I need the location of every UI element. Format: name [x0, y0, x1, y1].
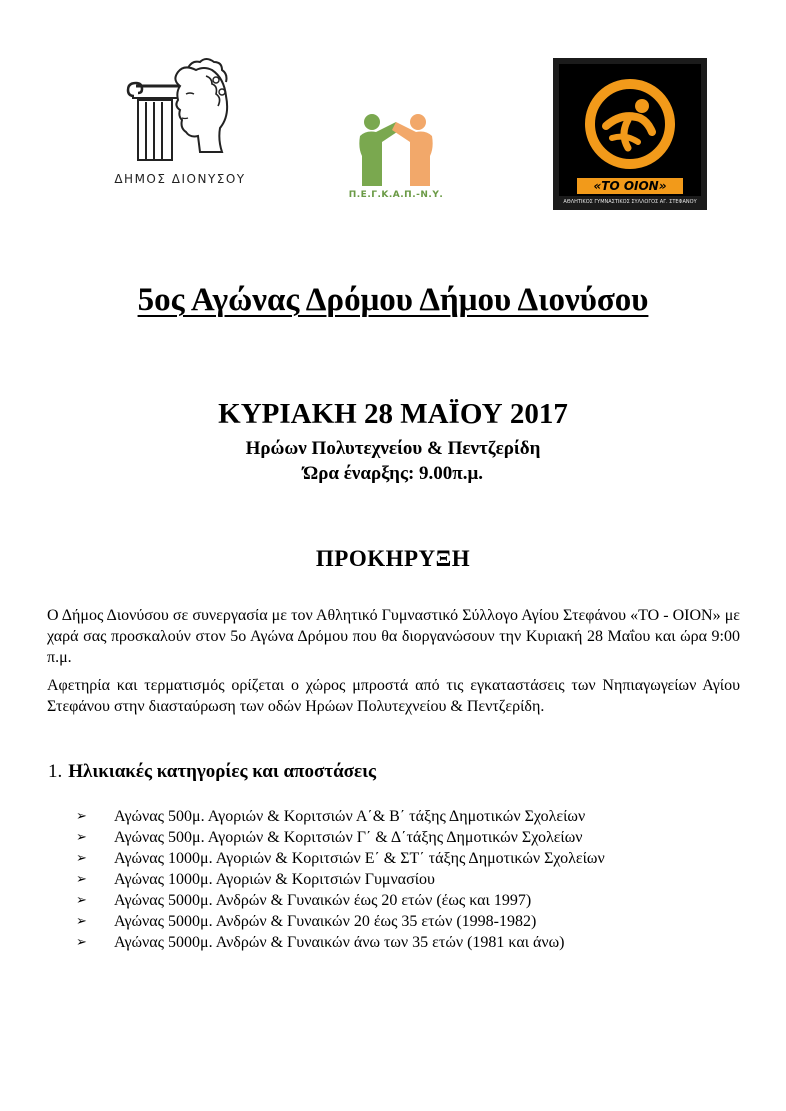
- list-item-text: Αγώνας 5000μ. Ανδρών & Γυναικών άνω των 35 ετών (1981 και άνω): [114, 934, 565, 951]
- list-item: [76, 848, 756, 869]
- section-title: Ηλικιακές κατηγορίες και αποστάσεις: [68, 761, 377, 782]
- arrow-bullet-icon: ➢: [76, 809, 87, 824]
- event-date: ΚΥΡΙΑΚΗ 28 ΜΑΪΟΥ 2017: [218, 398, 568, 430]
- section-age-categories-heading: [48, 761, 376, 783]
- arrow-bullet-icon: ➢: [76, 935, 87, 950]
- arrow-bullet-icon: ➢: [76, 830, 87, 845]
- logo-pegkap-caption: Π.Ε.Γ.Κ.Α.Π.-Ν.Υ.: [348, 190, 444, 200]
- list-item-text: Αγώνας 1000μ. Αγοριών & Κοριτσιών Ε΄ & ΣΤ΄ τάξης Δημοτικών Σχολείων: [114, 850, 605, 867]
- arrow-bullet-icon: ➢: [76, 851, 87, 866]
- logo-oion-subtitle: ΑΘΛΗΤΙΚΟΣ ΓΥΜΝΑΣΤΙΚΟΣ ΣΥΛΛΟΓΟΣ ΑΓ. ΣΤΕΦΑΝΟΥ: [563, 199, 697, 205]
- event-location: Ηρώων Πολυτεχνείου & Πεντζερίδη: [245, 438, 541, 459]
- list-item: [76, 869, 756, 890]
- category-list: [76, 806, 756, 953]
- list-item: [76, 827, 756, 848]
- list-item-text: Αγώνας 500μ. Αγοριών & Κοριτσιών Γ΄ & Δ΄τάξης Δημοτικών Σχολείων: [114, 829, 583, 846]
- list-item-text: Αγώνας 1000μ. Αγοριών & Κοριτσιών Γυμνασίου: [114, 871, 435, 888]
- logo-to-oion: [553, 58, 707, 210]
- intro-paragraph: Ο Δήμος Διονύσου σε συνεργασία με τον Αθλητικό Γυμναστικό Σύλλογο Αγίου Στεφάνου «ΤΟ - ΟΙΟΝ» με χαρά σας προσκαλούν στον 5ο Αγώνα Δρόμου που θα διοργανώσουν την Κυριακή 28 Μαΐου και ώρα 9:00 π.μ.: [47, 607, 740, 666]
- list-item-text: Αγώνας 5000μ. Ανδρών & Γυναικών 20 έως 35 ετών (1998-1982): [114, 913, 537, 930]
- logo-oion-label: «ΤΟ ΟΙΟΝ»: [577, 178, 683, 194]
- list-item: [76, 911, 756, 932]
- section-number: 1.: [48, 761, 63, 782]
- arrow-bullet-icon: ➢: [76, 914, 87, 929]
- arrow-bullet-icon: ➢: [76, 893, 87, 908]
- classical-head-column-icon: [126, 56, 236, 168]
- list-item: [76, 890, 756, 911]
- list-item-text: Αγώνας 500μ. Αγοριών & Κοριτσιών Α΄& Β΄ τάξης Δημοτικών Σχολείων: [114, 808, 586, 825]
- announcement-heading: ΠΡΟΚΗΡΥΞΗ: [315, 546, 471, 571]
- list-item-text: Αγώνας 5000μ. Ανδρών & Γυναικών έως 20 ετών (έως και 1997): [114, 892, 532, 909]
- list-item: [76, 806, 756, 827]
- arrow-bullet-icon: ➢: [76, 872, 87, 887]
- logo-oion-panel: [559, 64, 701, 196]
- logo-pegkap: [340, 112, 452, 208]
- list-item: [76, 932, 756, 953]
- event-start-time: Ώρα έναρξης: 9.00π.μ.: [303, 463, 483, 484]
- runner-circle-icon: [582, 76, 678, 172]
- logo-dimos-caption: ΔΗΜΟΣ ΔΙΟΝΥΣΟΥ: [114, 172, 246, 186]
- start-finish-paragraph: Αφετηρία και τερματισμός ορίζεται ο χώρος μπροστά από τις εγκαταστάσεις των Νηπιαγωγείων Αγίου Στεφάνου στην διασταύρωση των οδών Ηρώων Πολυτεχνείου & Πεντζερίδη.: [47, 677, 740, 715]
- document-title: 5ος Αγώνας Δρόμου Δήμου Διονύσου: [137, 282, 649, 318]
- logo-dimos-dionysou: [108, 56, 252, 196]
- two-figures-embrace-icon: [352, 112, 440, 188]
